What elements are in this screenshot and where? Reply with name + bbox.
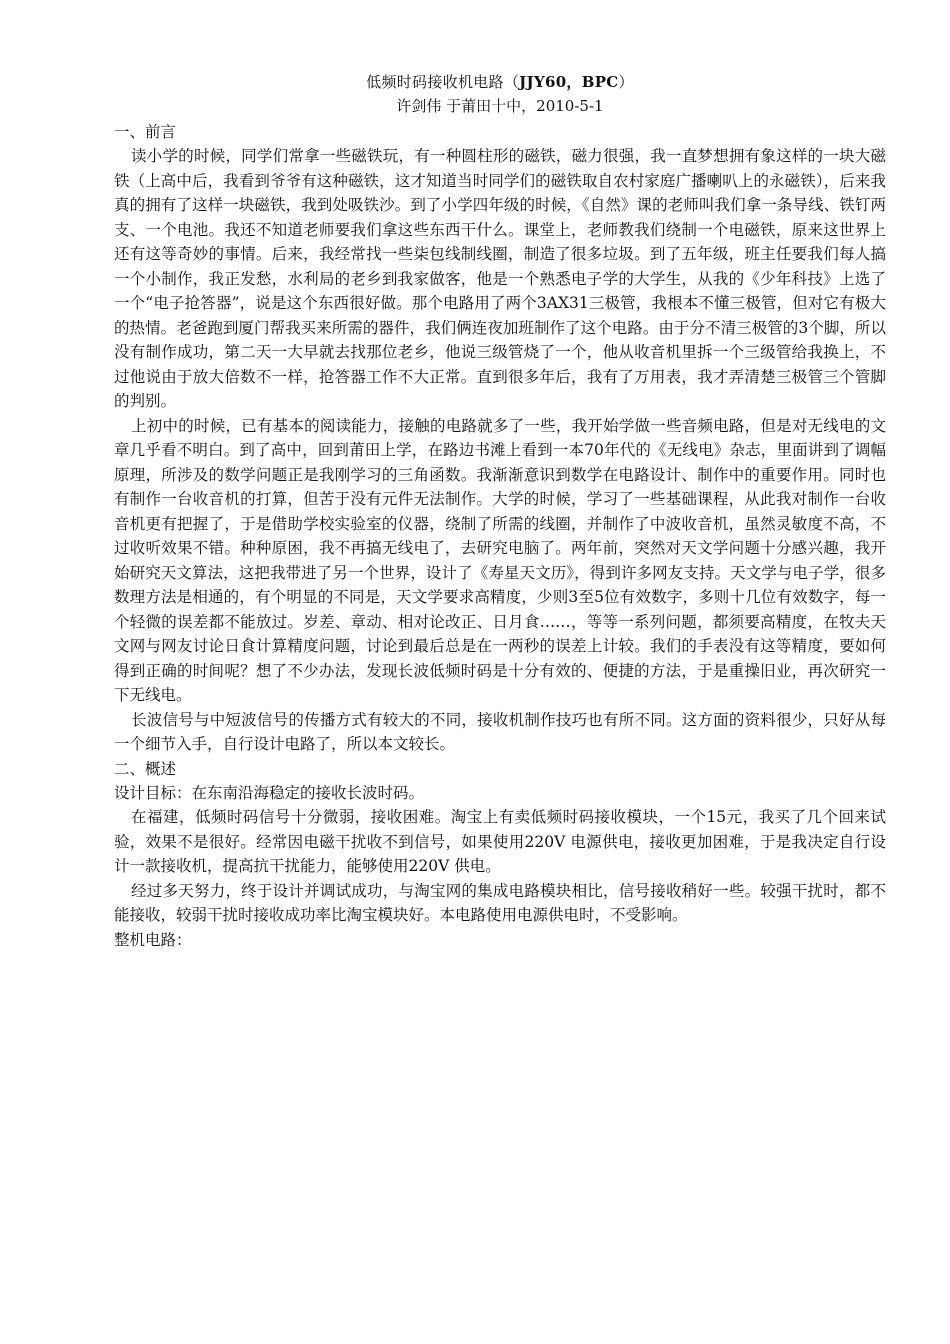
paragraph: 上初中的时候，已有基本的阅读能力，接触的电路就多了一些，我开始学做一些音频电路，但是对无线电的文章几乎看不明白。到了高中，回到莆田上学，在路边书滩上看到一本70年代的《无线电》杂志，里面讲到了调幅原理，所涉及的数学问题正是我刚学习的三角函数。我渐渐意识到数学在电路设计、制作中的重要作用。同时也有制作一台收音机的打算，但苦于没有元件无法制作。大学的时候，学习了一些基础课程，从此我对制作一台收音机更有把握了，于是借助学校实验室的仪器，绕制了所需的线圈，并制作了中波收音机，虽然灵敏度不高，不过收听效果不错。种种原困，我不再搞无线电了，去研究电脑了。两年前，突然对天文学问题十分感兴趣，我开始研究天文算法，这把我带进了另一个世界，设计了《寿星天文历》，得到许多网友支持。天文学与电子学，很多数理方法是相通的，有个明显的不同是，天文学要求高精度，少则3至5位有效数字，多则十几位有效数字，每一个轻微的误差都不能放过。岁差、章动、相对论改正、日月食……，等等一系列问题，都须要高精度，在牧夫天文网与网友讨论日食计算精度问题，讨论到最后总是在一两秒的误差上计较。我们的手表没有这等精度，要如何得到正确的时间呢？想了不少办法，发现长波低频时码是十分有效的、便捷的方法，于是重操旧业，再次研究一下无线电。 [114,416,886,704]
paragraph: 读小学的时候，同学们常拿一些磁铁玩，有一种圆柱形的磁铁，磁力很强，我一直梦想拥有象这样的一块大磁铁（上高中后，我看到爷爷有这种磁铁，这才知道当时同学们的磁铁取自农村家庭广播喇叭上的永磁铁），后来我真的拥有了这样一块磁铁，我到处吸铁沙。到了小学四年级的时候，《自然》课的老师叫我们拿一条导线、铁钉两支、一个电池。我还不知道老师要我们拿这些东西干什么。课堂上，老师教我们绕制一个电磁铁，原来这世界上还有这等奇妙的事情。后来，我经常找一些柒包线制线圈，制造了很多垃圾。到了五年级，班主任要我们每人搞一个小制作，我正发愁，水利局的老乡到我家做客，他是一个熟悉电子学的大学生，从我的《少年科技》上选了一个“电子抢答器”，说是这个东西很好做。那个电路用了两个3AX31三极管，我根本不懂三极管，但对它有极大的热情。老爸跑到厦门帮我买来所需的器件，我们俩连夜加班制作了这个电路。由于分不清三极管的3个脚，所以没有制作成功，第二天一大早就去找那位老乡，他说三级管烧了一个，他从收音机里拆一个三级管给我换上，不过他说由于放大倍数不一样，抢答器工作不大正常。直到很多年后，我有了万用表，我才弄清楚三极管三个管脚的判别。 [114,147,886,410]
section-heading-overview: 二、概述 [114,759,177,778]
paragraph: 经过多天努力，终于设计并调试成功，与淘宝网的集成电路模块相比，信号接收稍好一些。较强干扰时，都不能接收，较弱干扰时接收成功率比淘宝模块好。本电路使用电源供电时，不受影响。 [114,881,886,924]
design-goal: 设计目标：在东南沿海稳定的接收长波时码。 [114,783,425,802]
author-byline: 许剑伟 于莆田十中，2010-5-1 [396,97,604,115]
document-title [114,70,886,94]
title-suffix: ） [618,73,634,91]
circuit-label: 整机电路： [114,930,192,949]
title-bold: JJY60，BPC [519,73,619,91]
paragraph: 在福建，低频时码信号十分微弱，接收困难。淘宝上有卖低频时码接收模块，一个15元，我买了几个回来试验，效果不是很好。经常因电磁干扰收不到信号，如果使用220V 电源供电，接收更加困难，于是我决定自行设计一款接收机，提高抗干扰能力，能够使用220V 供电。 [114,808,886,875]
paragraph: 长波信号与中短波信号的传播方式有较大的不同，接收机制作技巧也有所不同。这方面的资料很少，只好从每一个细节入手，自行设计电路了，所以本文较长。 [114,710,886,753]
title-prefix: 低频时码接收机电路（ [366,73,520,91]
document-page [114,70,886,952]
section-heading-preface: 一、前言 [114,123,177,141]
